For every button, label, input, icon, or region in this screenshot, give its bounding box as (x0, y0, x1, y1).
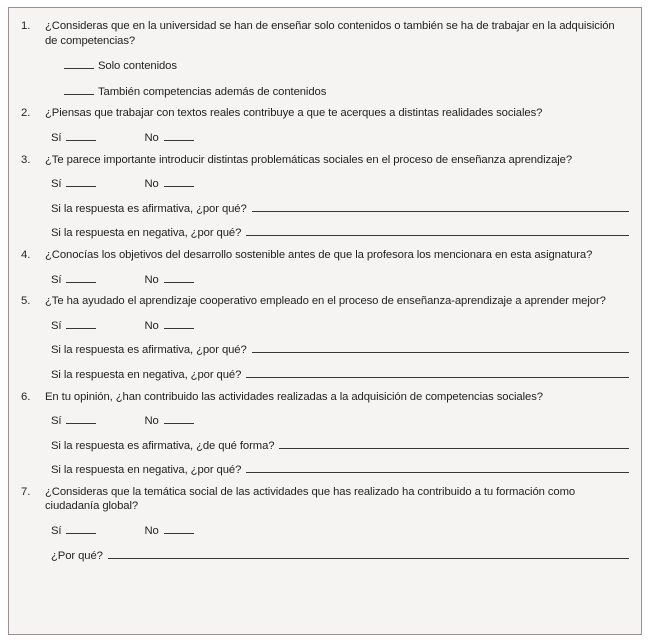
question-item-7 (19, 485, 631, 563)
yes-group[interactable] (51, 176, 96, 192)
question-text: En tu opinión, ¿han contribuido las actividades realizadas a la adquisición de competencias sociales? (45, 390, 543, 403)
no-group[interactable] (144, 130, 193, 146)
yes-label: Sí (51, 319, 62, 332)
no-blank[interactable] (164, 413, 194, 424)
answer-blank[interactable] (64, 58, 94, 69)
spacer (45, 146, 631, 151)
yes-group[interactable] (51, 130, 96, 146)
yes-group[interactable] (51, 413, 96, 429)
followup-label: Si la respuesta en negativa, ¿por qué? (51, 227, 242, 240)
followup-label: ¿Por qué? (51, 549, 103, 562)
question-list (19, 19, 631, 563)
yes-blank[interactable] (66, 272, 96, 283)
option-row-solo-contenidos[interactable] (45, 58, 631, 74)
followup-label: Si la respuesta es afirmativa, ¿por qué? (51, 202, 247, 215)
question-item-5 (19, 294, 631, 387)
followup-row-affirmative[interactable] (45, 201, 631, 217)
question-number: 5. (21, 295, 31, 308)
question-item-3 (19, 153, 631, 246)
no-blank[interactable] (164, 130, 194, 141)
question-number: 2. (21, 107, 31, 120)
no-label: No (144, 415, 159, 428)
no-blank[interactable] (164, 523, 194, 534)
yes-label: Sí (51, 415, 62, 428)
no-blank[interactable] (164, 176, 194, 187)
followup-blank[interactable] (246, 462, 629, 473)
question-number: 6. (21, 390, 31, 403)
spacer (45, 99, 631, 104)
yes-label: Sí (51, 178, 62, 191)
yes-blank[interactable] (66, 176, 96, 187)
followup-blank[interactable] (279, 438, 629, 449)
question-number: 3. (21, 153, 31, 166)
question-number: 4. (21, 248, 31, 261)
no-label: No (144, 525, 159, 538)
option-label: También competencias además de contenidos (98, 85, 327, 98)
followup-label: Si la respuesta en negativa, ¿por qué? (51, 464, 242, 477)
yes-group[interactable] (51, 318, 96, 334)
yes-no-row (45, 272, 631, 288)
followup-row-why[interactable] (45, 548, 631, 564)
yes-label: Sí (51, 525, 62, 538)
yes-blank[interactable] (66, 523, 96, 534)
spacer (45, 383, 631, 388)
question-text: ¿Consideras que la temática social de las actividades que has realizado ha contribuido a tu formación como ciudadanía global? (45, 485, 576, 513)
no-blank[interactable] (164, 318, 194, 329)
followup-row-affirmative[interactable] (45, 342, 631, 358)
spacer (45, 241, 631, 246)
question-number: 1. (21, 20, 31, 32)
yes-label: Sí (51, 131, 62, 144)
question-item-4 (19, 248, 631, 292)
question-text: ¿Te ha ayudado el aprendizaje cooperativo empleado en el proceso de enseñanza-aprendizaje a aprender mejor? (45, 295, 606, 308)
question-text: ¿Te parece importante introducir distintas problemáticas sociales en el proceso de enseñanza aprendizaje? (45, 153, 573, 166)
yes-blank[interactable] (66, 413, 96, 424)
no-label: No (144, 273, 159, 286)
no-label: No (144, 319, 159, 332)
followup-label: Si la respuesta es afirmativa, ¿de qué forma? (51, 439, 275, 452)
option-label: Solo contenidos (98, 60, 177, 73)
followup-row-affirmative[interactable] (45, 438, 631, 454)
followup-label: Si la respuesta es afirmativa, ¿por qué? (51, 344, 247, 357)
question-item-2 (19, 106, 631, 150)
followup-row-negative[interactable] (45, 367, 631, 383)
yes-label: Sí (51, 273, 62, 286)
no-group[interactable] (144, 318, 193, 334)
yes-blank[interactable] (66, 318, 96, 329)
yes-no-row (45, 130, 631, 146)
yes-no-row (45, 318, 631, 334)
question-text: ¿Consideras que en la universidad se han de enseñar solo contenidos o también se ha de trabajar en la adquisición de competencias? (45, 20, 615, 47)
followup-row-negative[interactable] (45, 225, 631, 241)
yes-group[interactable] (51, 272, 96, 288)
no-group[interactable] (144, 272, 193, 288)
followup-blank[interactable] (108, 548, 629, 559)
questionnaire-box (8, 7, 642, 635)
yes-no-row (45, 176, 631, 192)
question-text: ¿Conocías los objetivos del desarrollo sostenible antes de que la profesora los mencionara en esta asignatura? (45, 248, 593, 261)
yes-no-row (45, 523, 631, 539)
followup-row-negative[interactable] (45, 462, 631, 478)
no-group[interactable] (144, 176, 193, 192)
yes-blank[interactable] (66, 130, 96, 141)
followup-blank[interactable] (252, 201, 629, 212)
followup-blank[interactable] (252, 342, 629, 353)
spacer (45, 478, 631, 483)
option-row-tambien-competencias[interactable] (45, 84, 631, 100)
no-group[interactable] (144, 523, 193, 539)
yes-no-row (45, 413, 631, 429)
no-group[interactable] (144, 413, 193, 429)
followup-blank[interactable] (246, 225, 629, 236)
followup-label: Si la respuesta en negativa, ¿por qué? (51, 368, 242, 381)
yes-group[interactable] (51, 523, 96, 539)
question-text: ¿Piensas que trabajar con textos reales contribuye a que te acerques a distintas realidades sociales? (45, 107, 543, 120)
followup-blank[interactable] (246, 367, 629, 378)
answer-blank[interactable] (64, 84, 94, 95)
question-item-1 (19, 19, 631, 104)
question-item-6 (19, 390, 631, 483)
no-label: No (144, 131, 159, 144)
spacer (45, 287, 631, 292)
question-number: 7. (21, 485, 31, 498)
no-blank[interactable] (164, 272, 194, 283)
no-label: No (144, 178, 159, 191)
